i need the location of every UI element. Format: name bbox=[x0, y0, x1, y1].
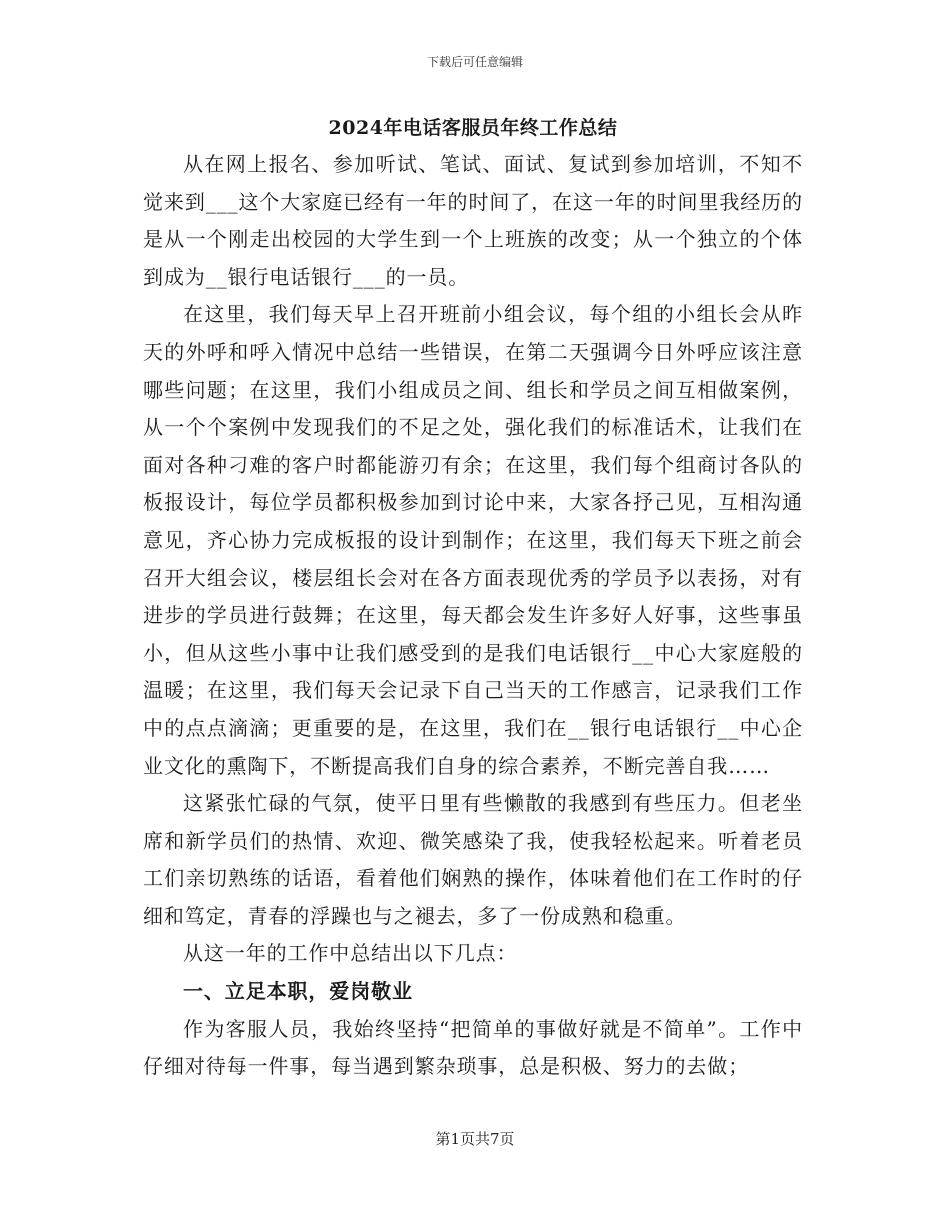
page-number: 第1页共7页 bbox=[435, 1130, 515, 1148]
paragraph-2: 在这里，我们每天早上召开班前小组会议，每个组的小组长会从昨天的外呼和呼入情况中总结一些错误，在第二天强调今日外呼应该注意哪些问题；在这里，我们小组成员之间、组长和学员之间互相做案例，从一个个案例中发现我们的不足之处，强化我们的标准话术，让我们在面对各种刁难的客户时都能游刃有余；在这里，我们每个组商讨各队的板报设计，每位学员都积极参加到讨论中来，大家各抒己见，互相沟通意见，齐心协力完成板报的设计到制作；在这里，我们每天下班之前会召开大组会议，楼层组长会对在各方面表现优秀的学员予以表扬，对有进步的学员进行鼓舞；在这里，每天都会发生许多好人好事，这些事虽小，但从这些小事中让我们感受到的是我们电话银行__中心大家庭般的温暖；在这里，我们每天会记录下自己当天的工作感言，记录我们工作中的点点滴滴；更重要的是，在这里，我们在__银行电话银行__中心企业文化的熏陶下，不断提高我们自身的综合素养，不断完善自我…… bbox=[143, 302, 803, 778]
paragraph-3: 这紧张忙碌的气氛，使平日里有些懒散的我感到有些压力。但老坐席和新学员们的热情、欢迎、微笑感染了我，使我轻松起来。听着老员工们亲切熟练的话语，看着他们娴熟的操作，体味着他们在工作时的仔细和笃定，青春的浮躁也与之褪去，多了一份成熟和稳重。 bbox=[143, 791, 803, 928]
document-title: 2024年电话客服员年终工作总结 bbox=[328, 117, 618, 139]
document-body bbox=[143, 112, 803, 1086]
paragraph-1: 从在网上报名、参加听试、笔试、面试、复试到参加培训，不知不觉来到___这个大家庭已经有一年的时间了，在这一年的时间里我经历的是从一个刚走出校园的大学生到一个上班族的改变；从一个独立的个体到成为__银行电话银行___的一员。 bbox=[143, 152, 803, 289]
page-header-note: 下载后可任意编辑 bbox=[426, 55, 523, 69]
paragraph-4: 从这一年的工作中总结出以下几点： bbox=[183, 941, 518, 966]
section-paragraph: 作为客服人员，我始终坚持“把简单的事做好就是不简单”。工作中仔细对待每一件事，每当遇到繁杂琐事，总是积极、努力的去做； bbox=[143, 1016, 803, 1079]
section-heading: 一、立足本职，爱岗敬业 bbox=[183, 979, 413, 1004]
